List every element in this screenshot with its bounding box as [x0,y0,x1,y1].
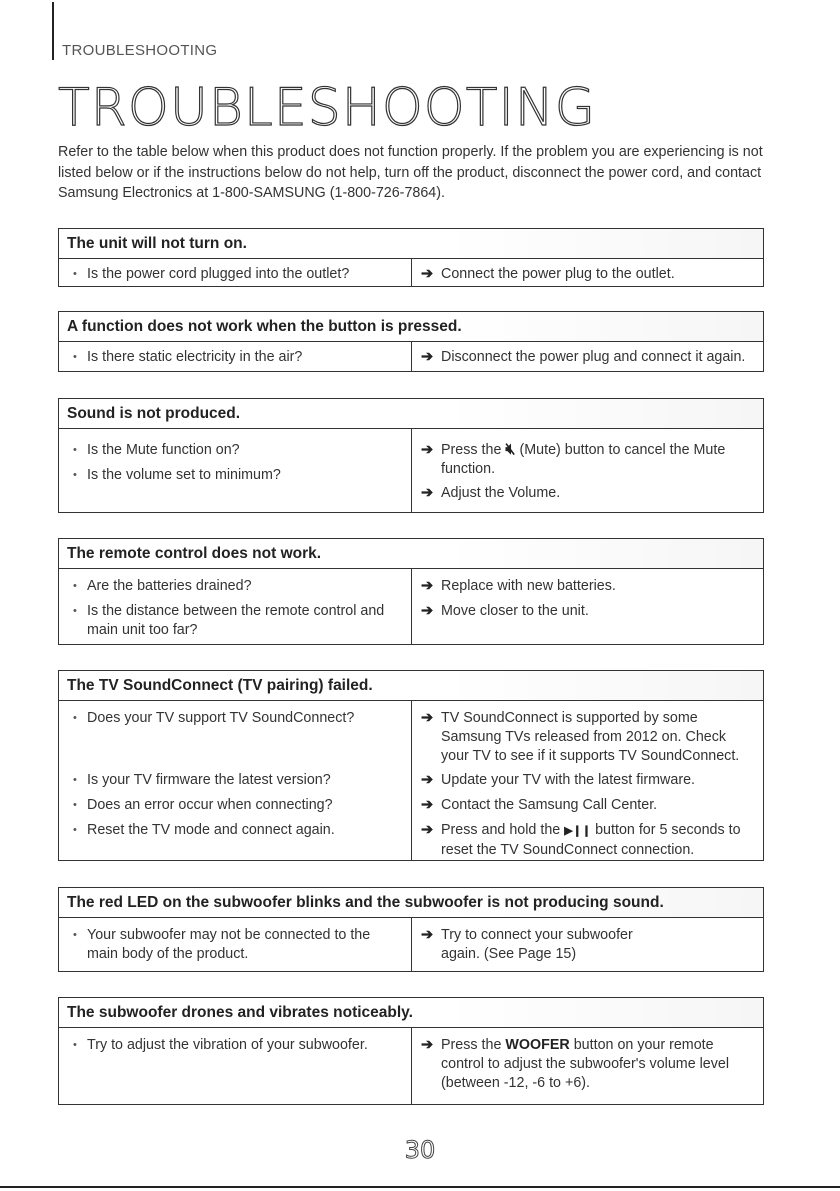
table-body [59,259,763,286]
arrow-right-icon: ➔ [421,772,433,788]
answer-text: Replace with new batteries. [441,578,616,594]
questions-column [59,429,412,512]
question-item [71,771,401,790]
table-body [59,342,763,371]
answer-item [421,265,753,284]
table-body [59,918,763,971]
answers-column [412,342,763,371]
question-text: Does an error occur when connecting? [87,797,333,813]
arrow-right-icon: ➔ [421,797,433,813]
table-body [59,569,763,644]
question-item [71,709,401,728]
troubleshoot-table-no-sound [58,398,764,513]
question-item [71,466,401,485]
question-text: Is the distance between the remote control and main unit too far? [87,603,385,638]
answer-item [421,348,753,367]
answers-column [412,918,763,971]
answer-text: Disconnect the power plug and connect it again. [441,349,746,365]
answer-item [421,771,753,790]
questions-column [59,1028,412,1104]
table-title: A function does not work when the button is pressed. [59,312,763,342]
question-item [71,441,401,460]
table-title: The TV SoundConnect (TV pairing) failed. [59,671,763,701]
answers-column [412,569,763,644]
arrow-right-icon: ➔ [421,603,433,619]
troubleshoot-table-remote [58,538,764,645]
answer-text: Move closer to the unit. [441,603,589,619]
table-title: The red LED on the subwoofer blinks and the subwoofer is not producing sound. [59,888,763,918]
answer-item [421,602,753,621]
troubleshoot-table-button-function [58,311,764,372]
troubleshoot-table-subwoofer-led [58,887,764,972]
answer-text: Update your TV with the latest firmware. [441,772,696,788]
answer-text: Adjust the Volume. [441,485,561,501]
answer-text-pre: Press the [441,1037,502,1053]
questions-column [59,569,412,644]
answer-text: Contact the Samsung Call Center. [441,797,658,813]
answers-column [412,429,763,512]
question-text: Are the batteries drained? [87,578,252,594]
answer-item [421,577,753,596]
answer-text: Try to connect your subwoofer again. (See Page 15) [441,927,633,962]
header-accent-bar [52,2,54,60]
answer-item [421,484,753,503]
arrow-right-icon: ➔ [421,349,433,365]
question-text: Your subwoofer may not be connected to the main body of the product. [87,927,371,962]
answer-text: Connect the power plug to the outlet. [441,266,675,282]
answers-column [412,701,763,860]
questions-column [59,259,412,286]
answer-text-pre: Press the [441,442,502,458]
arrow-right-icon: ➔ [421,485,433,501]
question-text: Is there static electricity in the air? [87,349,303,365]
arrow-right-icon: ➔ [421,710,433,726]
question-text: Is the power cord plugged into the outlet? [87,266,350,282]
arrow-right-icon: ➔ [421,822,433,838]
page-heading: TROUBLESHOOTING [58,78,597,138]
question-item [71,796,401,815]
question-text: Is the volume set to minimum? [87,467,281,483]
question-text: Try to adjust the vibration of your subwoofer. [87,1037,368,1053]
question-item [71,602,401,640]
question-item [71,821,401,840]
answer-item [421,1036,753,1093]
answers-column [412,259,763,286]
arrow-right-icon: ➔ [421,266,433,282]
answers-column [412,1028,763,1104]
questions-column [59,701,412,860]
table-body [59,429,763,512]
table-title: Sound is not produced. [59,399,763,429]
troubleshoot-table-unit-power [58,228,764,287]
questions-column [59,342,412,371]
troubleshoot-table-tv-soundconnect [58,670,764,861]
questions-column [59,918,412,971]
answer-text: TV SoundConnect is supported by some Samsung TVs released from 2012 on. Check your TV to see if it supports TV SoundConnect. [441,710,740,764]
troubleshoot-table-subwoofer-vibration [58,997,764,1105]
play-pause-icon: ▶❙❙ [564,825,592,837]
mute-icon: 🔇︎ [505,441,516,458]
question-item [71,577,401,596]
arrow-right-icon: ➔ [421,578,433,594]
answer-text-post: button on your remote control to adjust the subwoofer's volume level (between -12, -6 to +6). [441,1037,730,1091]
answer-text-post: (Mute) button to cancel the Mute function. [441,442,726,477]
answer-text-pre: Press and hold the [441,822,561,838]
table-title: The subwoofer drones and vibrates noticeably. [59,998,763,1028]
table-body [59,1028,763,1104]
question-text: Is the Mute function on? [87,442,240,458]
arrow-right-icon: ➔ [421,442,433,458]
question-item [71,265,401,284]
answer-item [421,709,753,766]
question-item [71,1036,401,1055]
answer-item [421,441,753,479]
arrow-right-icon: ➔ [421,927,433,943]
bottom-rule [0,1186,840,1188]
section-label: TROUBLESHOOTING [62,42,218,59]
intro-paragraph: Refer to the table below when this product does not function properly. If the problem you are experiencing is not listed below or if the instructions below do not help, turn off the product, disconnect the power cord, and contact Samsung Electronics at 1-800-SAMSUNG (1-800-726-7864). [58,144,763,201]
question-text: Reset the TV mode and connect again. [87,822,335,838]
answer-item [421,821,753,860]
page-number: 30 [404,1136,436,1164]
table-body [59,701,763,860]
question-item [71,926,401,964]
arrow-right-icon: ➔ [421,1037,433,1053]
answer-item [421,796,753,815]
table-title: The remote control does not work. [59,539,763,569]
question-text: Is your TV firmware the latest version? [87,772,331,788]
question-item [71,348,401,367]
woofer-button-label: WOOFER [505,1037,570,1053]
answer-text-post: button for 5 seconds to reset the TV SoundConnect connection. [441,822,741,858]
table-title: The unit will not turn on. [59,229,763,259]
answer-item [421,926,641,964]
question-text: Does your TV support TV SoundConnect? [87,710,355,726]
